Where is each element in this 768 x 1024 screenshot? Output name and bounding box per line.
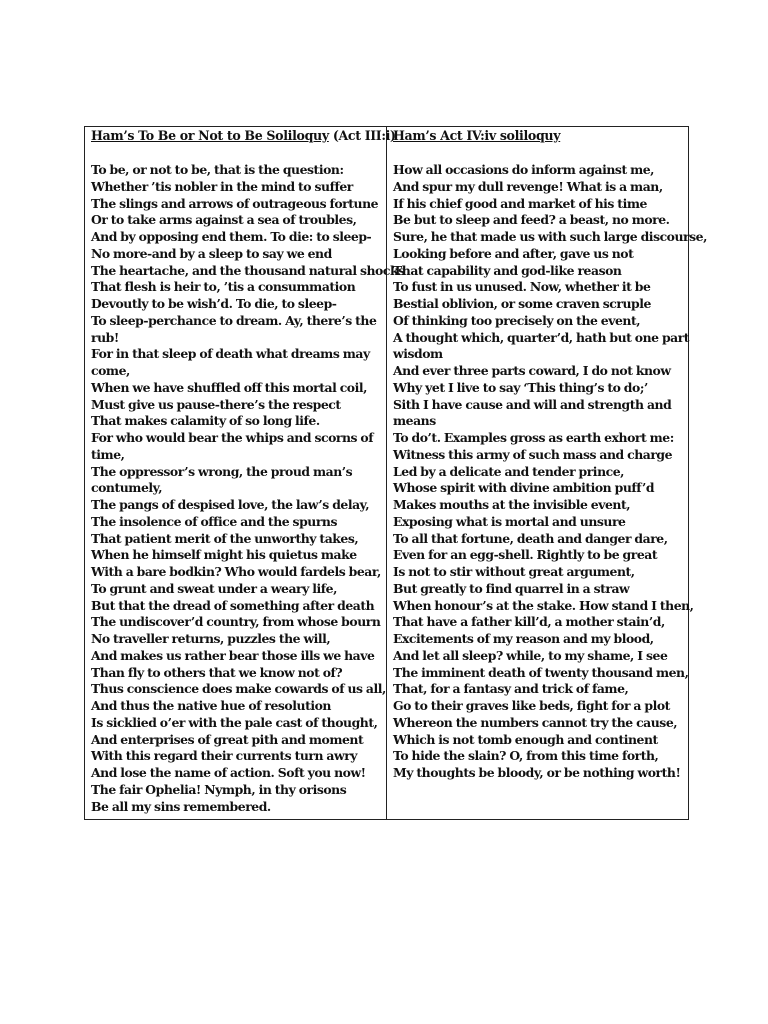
right-verse-line: Makes mouths at the invisible event, <box>393 497 631 512</box>
right-verse-line: If his chief good and market of his time <box>393 195 647 211</box>
right-verse-line: And spur my dull revenge! What is a man, <box>393 178 663 194</box>
left-heading-underlined: Ham’s To Be or Not to Be Soliloquy <box>91 128 329 143</box>
left-verse-line: The pangs of despised love, the law’s delay, <box>91 497 370 512</box>
right-verse-line: To all that fortune, death and danger dare, <box>393 530 668 546</box>
right-verse-line: Be but to sleep and feed? a beast, no more. <box>393 212 670 228</box>
right-verse-line: means <box>393 413 436 429</box>
left-verse-line: To sleep-perchance to dream. Ay, there’s the <box>91 312 377 328</box>
right-verse-line: To fust in us unused. Now, whether it be <box>393 279 651 295</box>
right-verse-line: Sith I have cause and will and strength and <box>393 396 672 412</box>
left-verse-line: The insolence of office and the spurns <box>91 513 338 529</box>
right-verse-line: Looking before and after, gave us not <box>393 245 634 261</box>
right-verse-line: Led by a delicate and tender prince, <box>393 463 625 479</box>
right-verse-line: And let all sleep? while, to my shame, I see <box>393 647 668 663</box>
right-verse-line: And ever three parts coward, I do not know <box>393 363 671 378</box>
left-verse-line: When we have shuffled off this mortal coil, <box>91 379 367 395</box>
table-row <box>85 127 689 820</box>
left-verse-line: rub! <box>91 329 119 345</box>
left-verse-line: With a bare bodkin? Who would fardels bear, <box>91 564 381 579</box>
left-verse-line: Devoutly to be wish’d. To die, to sleep- <box>91 296 337 311</box>
left-verse-line: Is sicklied o’er with the pale cast of thought, <box>91 714 378 730</box>
right-verse-line: When honour’s at the stake. How stand I then, <box>393 597 694 613</box>
left-verse-line: And by opposing end them. To die: to sleep- <box>91 229 372 244</box>
left-verse-line: For who would bear the whips and scorns of <box>91 430 374 445</box>
right-verse-line: Witness this army of such mass and charge <box>393 446 673 462</box>
left-verse-line: The fair Ophelia! Nymph, in thy orisons <box>91 781 347 797</box>
right-heading-underlined: Ham’s Act IV:iv soliloquy <box>393 128 561 143</box>
left-verse-line: The slings and arrows of outrageous fortune <box>91 195 379 211</box>
left-verse-line: And lose the name of action. Soft you now! <box>91 765 366 780</box>
left-verse-line: That makes calamity of so long life. <box>91 413 320 429</box>
right-column-heading <box>393 127 686 144</box>
left-verse-line: And thus the native hue of resolution <box>91 698 331 713</box>
right-verse-line: Go to their graves like beds, fight for a plot <box>393 698 670 713</box>
right-verse-line: But greatly to find quarrel in a straw <box>393 580 630 596</box>
left-verse-line: And makes us rather bear those ills we have <box>91 647 375 663</box>
left-verse-line: Whether ’tis nobler in the mind to suffer <box>91 178 353 194</box>
left-verse-line: No traveller returns, puzzles the will, <box>91 631 331 646</box>
left-verse-line: That patient merit of the unworthy takes, <box>91 530 359 546</box>
right-verse-line: Is not to stir without great argument, <box>393 564 635 579</box>
left-heading-act: (Act III:i) <box>328 128 396 143</box>
right-verse-line: That capability and god-like reason <box>393 262 622 278</box>
right-verse-line: Which is not tomb enough and continent <box>393 731 658 747</box>
left-verse-line: To grunt and sweat under a weary life, <box>91 580 337 596</box>
left-column-heading <box>91 127 396 144</box>
left-verse-line: That flesh is heir to, ’tis a consummation <box>91 279 356 295</box>
left-soliloquy-text <box>91 162 405 815</box>
right-verse-line: That, for a fantasy and trick of fame, <box>393 681 629 697</box>
right-column-cell <box>387 127 707 820</box>
right-verse-line: My thoughts be bloody, or be nothing worth! <box>393 765 681 780</box>
left-verse-line: To be, or not to be, that is the question: <box>91 162 344 177</box>
right-verse-line: Sure, he that made us with such large discourse, <box>393 229 707 244</box>
left-verse-line: Must give us pause-there’s the respect <box>91 396 341 412</box>
soliloquy-comparison-table <box>84 126 707 820</box>
left-verse-line: The heartache, and the thousand natural shocks <box>91 262 405 278</box>
right-verse-line: A thought which, quarter’d, hath but one part <box>393 329 690 345</box>
left-column-cell <box>85 127 405 820</box>
left-verse-line: With this regard their currents turn awry <box>91 748 358 764</box>
right-verse-line: How all occasions do inform against me, <box>393 162 655 177</box>
right-verse-line: Whereon the numbers cannot try the cause, <box>393 714 678 730</box>
right-verse-line: Whose spirit with divine ambition puff’d <box>393 480 655 496</box>
left-verse-line: The oppressor’s wrong, the proud man’s <box>91 463 353 479</box>
left-verse-line: For in that sleep of death what dreams may <box>91 346 370 362</box>
right-verse-line: Exposing what is mortal and unsure <box>393 513 626 529</box>
right-verse-line: The imminent death of twenty thousand men, <box>393 664 689 680</box>
right-verse-line: Excitements of my reason and my blood, <box>393 631 654 646</box>
left-verse-line: No more-and by a sleep to say we end <box>91 245 332 261</box>
right-verse-line: To hide the slain? O, from this time forth, <box>393 748 659 764</box>
left-verse-line: contumely, <box>91 480 163 496</box>
left-verse-line: The undiscover’d country, from whose bourn <box>91 614 381 630</box>
right-verse-line: Bestial oblivion, or some craven scruple <box>393 296 651 311</box>
left-verse-line: Be all my sins remembered. <box>91 798 271 814</box>
left-verse-line: come, <box>91 363 130 378</box>
right-verse-line: wisdom <box>393 346 443 362</box>
left-verse-line: Thus conscience does make cowards of us all, <box>91 681 386 697</box>
right-verse-line: Of thinking too precisely on the event, <box>393 312 641 328</box>
right-soliloquy-text <box>393 162 707 782</box>
left-verse-line: Or to take arms against a sea of troubles, <box>91 212 357 228</box>
left-verse-line: But that the dread of something after death <box>91 597 375 613</box>
left-verse-line: Than fly to others that we know not of? <box>91 664 343 680</box>
right-verse-line: Why yet I live to say ‘This thing’s to do;’ <box>393 379 648 395</box>
left-verse-line: When he himself might his quietus make <box>91 547 357 563</box>
right-verse-line: To do’t. Examples gross as earth exhort me: <box>393 430 674 445</box>
left-verse-line: And enterprises of great pith and moment <box>91 731 364 747</box>
right-verse-line: Even for an egg-shell. Rightly to be great <box>393 547 658 563</box>
left-verse-line: time, <box>91 446 125 462</box>
right-verse-line: That have a father kill’d, a mother stain’d, <box>393 614 665 630</box>
